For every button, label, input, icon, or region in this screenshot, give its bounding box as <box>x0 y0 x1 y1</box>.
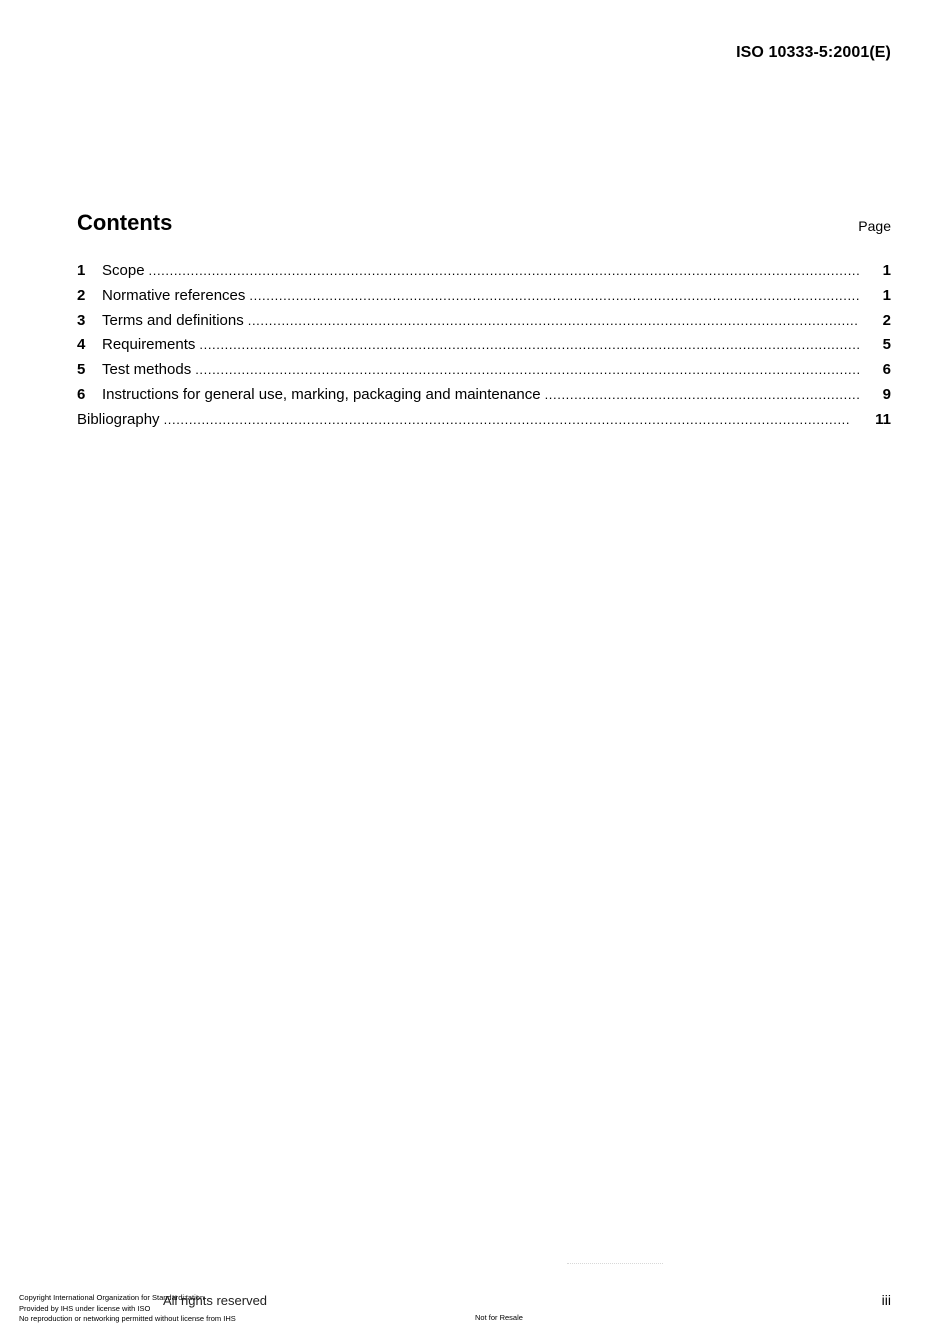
page-number: iii <box>881 1292 891 1308</box>
rights-reserved: All rights reserved <box>163 1293 268 1308</box>
toc-entry-page: 6 <box>882 361 891 379</box>
toc-entry-title: Terms and definitions <box>102 311 244 329</box>
dot-leader <box>199 337 859 352</box>
toc-entry-title: Scope <box>102 262 145 279</box>
dot-leader <box>248 313 859 328</box>
dot-leader <box>149 263 859 278</box>
reproduction-line: No reproduction or networking permitted without license from IHS <box>19 1314 236 1323</box>
toc-entry-number: 6 <box>77 385 86 403</box>
page-column-label: Page <box>858 218 891 234</box>
toc-entry-number: 5 <box>77 361 86 379</box>
toc-entry-terms-and-definitions[interactable] <box>77 312 891 337</box>
dot-leader <box>545 387 859 402</box>
toc-entry-number: 4 <box>77 336 86 354</box>
toc-entry-bibliography[interactable] <box>77 411 891 436</box>
toc-entry-page: 2 <box>882 311 891 329</box>
toc-entry-number: 1 <box>77 262 86 279</box>
table-of-contents <box>77 262 891 436</box>
toc-entry-instructions[interactable] <box>77 386 891 411</box>
toc-entry-title: Test methods <box>102 361 192 379</box>
toc-entry-number: 3 <box>77 311 86 329</box>
faint-divider <box>567 1263 663 1270</box>
dot-leader <box>164 412 849 427</box>
toc-entry-page: 1 <box>882 262 891 279</box>
toc-entry-page: 5 <box>882 336 891 354</box>
toc-entry-page: 1 <box>882 286 891 304</box>
copyright-line: Copyright International Organization for Standardization <box>19 1293 205 1302</box>
document-code: ISO 10333-5:2001(E) <box>736 44 891 61</box>
toc-entry-page: 9 <box>882 385 891 403</box>
toc-entry-title: Instructions for general use, marking, packaging and maintenance <box>102 385 541 403</box>
dot-leader <box>249 288 859 303</box>
toc-entry-number: 2 <box>77 286 86 304</box>
toc-entry-page: 11 <box>875 410 891 428</box>
dot-leader <box>195 362 859 377</box>
toc-entry-test-methods[interactable] <box>77 361 891 386</box>
toc-entry-scope[interactable] <box>77 262 891 287</box>
license-line: Provided by IHS under license with ISO <box>19 1303 151 1313</box>
not-for-resale: Not for Resale <box>475 1313 523 1322</box>
toc-entry-title: Normative references <box>102 286 246 304</box>
toc-entry-requirements[interactable] <box>77 336 891 361</box>
toc-entry-title: Requirements <box>102 336 196 354</box>
contents-heading: Contents <box>77 210 173 235</box>
toc-entry-normative-references[interactable] <box>77 287 891 312</box>
toc-entry-title: Bibliography <box>77 410 160 428</box>
